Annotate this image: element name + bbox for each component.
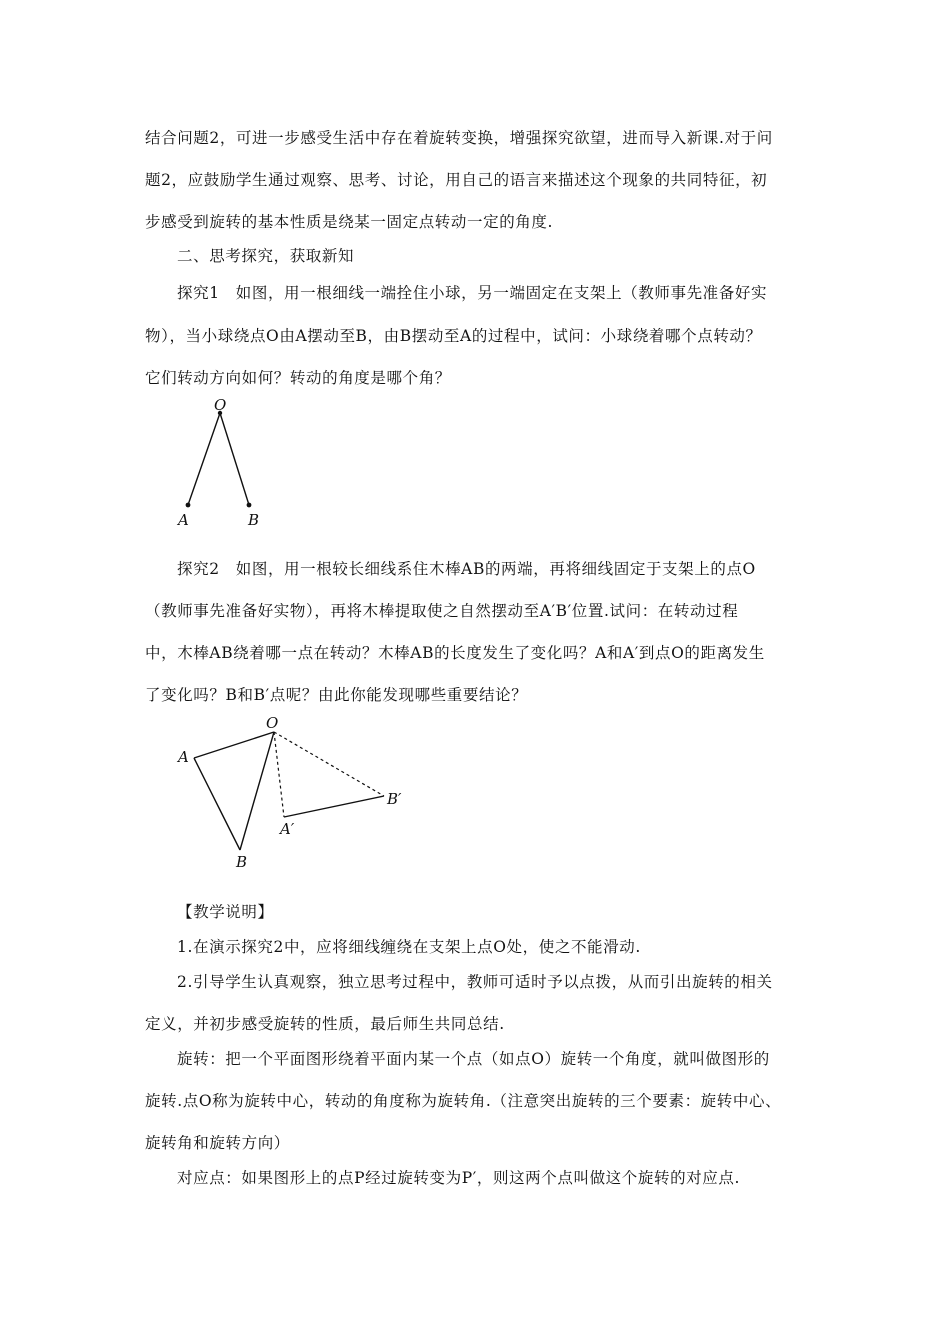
text-line: 它们转动方向如何？转动的角度是哪个角？ — [145, 369, 451, 387]
text-line: 旋转.点O称为旋转中心，转动的角度称为旋转角.（注意突出旋转的三个要素：旋转中心、 — [145, 1092, 782, 1110]
text-line: 结合问题2，可进一步感受生活中存在着旋转变换，增强探究欲望，进而导入新课.对于问 — [145, 129, 773, 147]
segment-OB-prime — [274, 732, 384, 796]
label-O: O — [266, 714, 279, 732]
segment-A-prime-B-prime — [284, 796, 384, 817]
text-line: 探究1 如图，用一根细线一端拴住小球，另一端固定在支架上（教师事先准备好实 — [177, 284, 768, 302]
label-B-prime: B′ — [387, 790, 402, 808]
segment-OA — [188, 413, 220, 505]
segment-OB — [220, 413, 249, 505]
text-line: 1.在演示探究2中，应将细线缠绕在支架上点O处，使之不能滑动. — [177, 938, 641, 956]
point-A — [186, 503, 191, 508]
text-line: 题2，应鼓励学生通过观察、思考、讨论，用自己的语言来描述这个现象的共同特征，初 — [145, 171, 768, 189]
label-A: A — [178, 511, 189, 529]
segment-OA — [194, 732, 274, 758]
text-line: （教师事先准备好实物），再将木棒提取使之自然摆动至A′B′位置.试问：在转动过程 — [145, 602, 739, 620]
pendulum-figure — [170, 395, 280, 530]
text-line: 旋转角和旋转方向） — [145, 1134, 290, 1152]
text-line: 中，木棒AB绕着哪一点在转动？木棒AB的长度发生了变化吗？A和A′到点O的距离发生 — [145, 644, 765, 662]
label-O: O — [214, 396, 227, 414]
text-line: 对应点：如果图形上的点P经过旋转变为P′，则这两个点叫做这个旋转的对应点. — [177, 1169, 741, 1187]
note-title: 【教学说明】 — [177, 903, 274, 921]
rotation-figure — [170, 712, 420, 872]
segment-OB — [240, 732, 274, 850]
label-B: B — [236, 853, 248, 871]
text-line: 定义，并初步感受旋转的性质，最后师生共同总结. — [145, 1015, 505, 1033]
segment-OA-prime — [274, 732, 284, 817]
text-line: 探究2 如图，用一根较长细线系住木棒AB的两端，再将细线固定于支架上的点O — [177, 560, 756, 578]
label-A-prime: A′ — [280, 820, 295, 838]
label-A: A — [178, 748, 189, 766]
section-heading: 二、思考探究，获取新知 — [177, 247, 355, 265]
text-line: 旋转：把一个平面图形绕着平面内某一个点（如点O）旋转一个角度，就叫做图形的 — [177, 1050, 770, 1068]
text-line: 2.引导学生认真观察，独立思考过程中，教师可适时予以点拨，从而引出旋转的相关 — [177, 973, 773, 991]
point-B — [247, 503, 252, 508]
text-line: 物），当小球绕点O由A摆动至B，由B摆动至A的过程中，试问：小球绕着哪个点转动？ — [145, 327, 762, 345]
text-line: 了变化吗？B和B′点呢？由此你能发现哪些重要结论？ — [145, 686, 528, 704]
label-B: B — [248, 511, 260, 529]
text-line: 步感受到旋转的基本性质是绕某一固定点转动一定的角度. — [145, 213, 554, 231]
segment-AB — [194, 758, 240, 850]
